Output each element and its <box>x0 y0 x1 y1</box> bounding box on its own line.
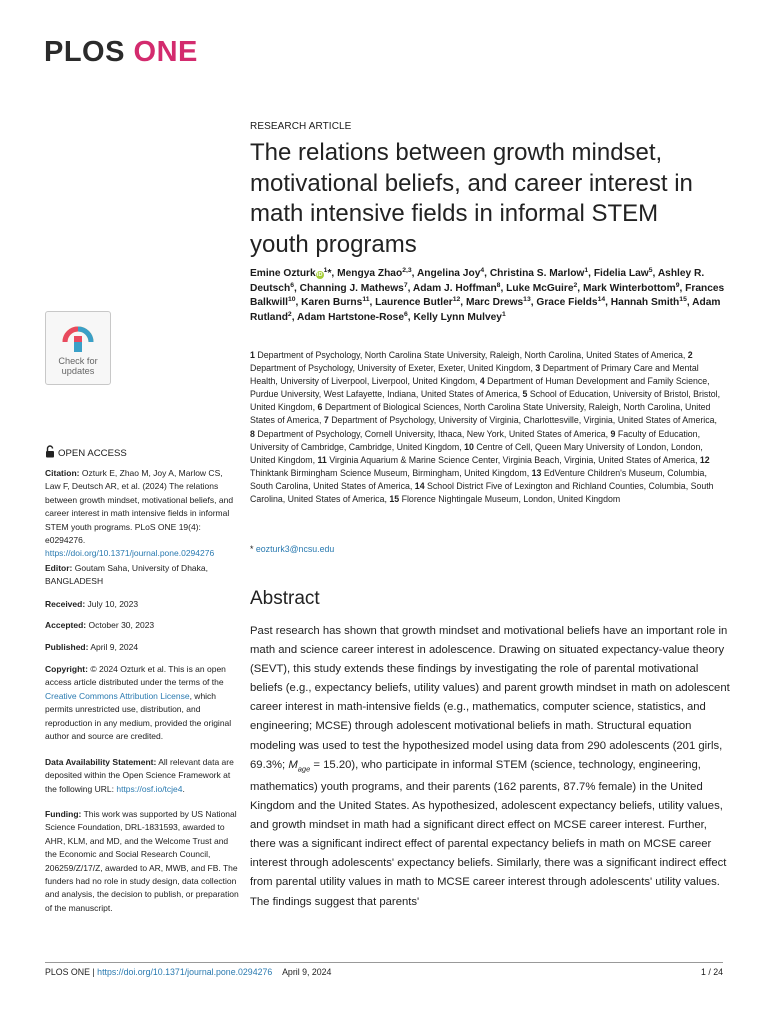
author-name: Ashley R. Deutsch <box>250 268 705 294</box>
affiliation-number: 5 <box>522 389 530 400</box>
author-affiliation-ref: 4 <box>480 267 485 274</box>
author-name: Karen Burns <box>301 297 363 309</box>
affiliation-text: EdVenture Children's Museum, Columbia, South Carolina, United States of America, <box>250 467 707 491</box>
affiliation-list <box>250 349 722 506</box>
author-name: Fidelia Law <box>593 268 649 279</box>
crossmark-icon <box>46 312 110 356</box>
affiliation-number: 10 <box>464 441 477 452</box>
author-affiliation-ref: 1 <box>323 267 328 274</box>
author-name: Adam Rutland <box>250 297 721 323</box>
affiliation-text: Florence Nightingale Museum, London, United Kingdom <box>401 494 621 505</box>
author-affiliation-ref: 6 <box>290 281 294 289</box>
funding-block: Funding: This work was supported by US National Science Foundation, DRL-1831593, awarded to AHR, KLM, and MD, and the Welcome Trust and the Economic and Social Research Council, 206259/Z/17/Z, awarded to AR, MWB, and FB. The funders had no role in study design, data collection and analysis, the decision to publish, or preparation of the manuscript. <box>45 809 239 913</box>
orcid-icon[interactable]: iD <box>316 272 323 278</box>
open-access-label: OPEN ACCESS <box>45 445 127 459</box>
author-name: Adam J. Hoffman <box>412 282 497 294</box>
affiliation-number: 3 <box>535 363 543 374</box>
author-name: Luke McGuire <box>506 282 574 294</box>
author-name: Angelina Joy <box>416 268 481 279</box>
author-affiliation-ref: 1 <box>501 310 506 318</box>
open-lock-icon <box>45 445 55 458</box>
author-list: Emine OzturkiD$^1$*, Mengya Zhao$^{2,3}$, Angelina Joy$^4$, Christina S. Marlow$^1$, Fidelia Law$^5$, Ashley R. Deutsch$^6$, Channing J. Mathews$^7$, Adam J. Hoffman$^8$, Luke McGuire$^2$, Mark Winterbottom$^9$, Frances Balkwill$^{10}$, Karen Burns$^{11}$, Laurence Butler$^{12}$, Marc Drews$^{13}$, Grace Fields$^{14}$, Hannah Smith$^{15}$, Adam Rutland$^2$, Adam Hartstone-Rose$^6$, Kelly Lynn Mulvey$^1$ <box>250 267 725 323</box>
accepted-block: Accepted: October 30, 2023 <box>45 620 155 630</box>
copyright-block: Copyright: © 2024 Ozturk et al. This is an open access article distributed under the terms of the Creative Commons Attribution License, which permits unrestricted use, distribution, and reproduction in any medium, provided the original author and source are credited. <box>45 664 232 742</box>
author-affiliation-ref: 9 <box>675 281 680 289</box>
author-name: Christina S. Marlow <box>489 268 585 279</box>
affiliation-text: Faculty of Education, University of Cambridge, Cambridge, United Kingdom, <box>250 428 701 452</box>
author-affiliation-ref: 13 <box>523 296 531 304</box>
author-name: Mark Winterbottom <box>582 282 676 294</box>
abstract-text: Past research has shown that growth mindset and motivational beliefs have an important role in math and science career interest in adolescence. Drawing on situated expectancy-value theory (SEVT), this study extends these findings by investigating the role of parental motivational beliefs (e.g., expectancy beliefs, utility values) and parent growth mindset in math on adolescent career interest in math-intensive fields (e.g., mathematics, computer science, statistics, and engineering; MCSE) through adolescent motivational beliefs in math. Structural equation modeling was used to test the hypothesized model using data from 290 adolescents (201 girls, 69.3%; $M_{age} = 15.20$), who participate in informal STEM (science, technology, engineering, mathematics) youth programs, and their parents (162 parents, 87.7% female) in the United Kingdom and the United States. As hypothesized, adolescent expectancy beliefs, utility values, and growth mindset in math had a significant direct effect on MCSE career interest. Further, there was a significant indirect effect of parental expectancy beliefs in math on MCSE career interest through adolescents' expectancy beliefs. Similarly, there was a significant indirect effect from parental utility values in math to MCSE career interest through adolescents' utility values. The findings suggest that parents' <box>250 625 730 908</box>
affiliation-text: School District Five of Lexington and Richland Counties, Columbia, South Carolina, United States of America, <box>250 480 714 505</box>
page-number: 1 / 24 <box>700 967 723 977</box>
logo-one: ONE <box>133 36 198 68</box>
affiliation-number: 12 <box>699 454 710 465</box>
email-link[interactable]: eozturk3@ncsu.edu <box>255 544 335 554</box>
author-affiliation-ref: 8 <box>496 281 501 289</box>
abstract-heading: Abstract <box>250 588 320 609</box>
affiliation-number: 8 <box>250 428 258 439</box>
author-name: Marc Drews <box>465 297 524 309</box>
article-type: RESEARCH ARTICLE <box>250 121 352 132</box>
author-affiliation-ref: 14 <box>597 296 606 304</box>
author-name: Grace Fields <box>536 297 598 309</box>
affiliation-text: Thinktank Birmingham Science Museum, Birmingham, United Kingdom, <box>250 467 532 478</box>
affiliation-number: 7 <box>323 415 332 426</box>
author-affiliation-ref: 1 <box>584 267 589 274</box>
footer-divider <box>45 962 723 963</box>
logo-plos: PLOS <box>44 36 125 68</box>
author-name: Mengya Zhao <box>337 268 403 279</box>
author-name: Laurence Butler <box>375 297 453 309</box>
affiliation-number: 15 <box>389 494 402 505</box>
journal-logo[interactable] <box>44 36 198 69</box>
author-affiliation-ref: 11 <box>362 296 370 304</box>
affiliation-text: School of Education, University of Bristol, Bristol, United Kingdom, <box>250 389 721 413</box>
author-name: Emine Ozturk <box>250 268 316 279</box>
author-affiliation-ref: 2 <box>287 310 292 318</box>
affiliation-text: Department of Psychology, University of Exeter, Exeter, United Kingdom, <box>250 363 536 374</box>
osf-link[interactable]: https://osf.io/tcje4 <box>116 783 183 794</box>
affiliation-text: Department of Primary Care and Mental Health, University of Liverpool, Liverpool, United Kingdom, <box>250 363 699 387</box>
author-name: Adam Hartstone-Rose <box>297 311 404 323</box>
received-block: Received: July 10, 2023 <box>45 599 139 609</box>
author-name: Channing J. Mathews <box>299 282 404 294</box>
author-affiliation-ref: 10 <box>287 296 296 304</box>
affiliation-number: 4 <box>479 376 488 387</box>
affiliation-text: Centre of Cell, Queen Mary University of London, London, United Kingdom, <box>250 441 703 465</box>
license-link[interactable]: Creative Commons Attribution License <box>45 690 190 701</box>
affiliation-number: 6 <box>317 402 325 413</box>
author-affiliation-ref: 2 <box>573 281 578 289</box>
affiliation-text: Department of Psychology, Cornell University, Ithaca, New York, United States of America, <box>257 428 611 439</box>
article-title: The relations between growth mindset, motivational beliefs, and career interest in math intensive fields in informal STEM youth programs <box>250 139 693 258</box>
affiliation-text: Virginia Aquarium & Marine Science Center, Virginia Beach, Virginia, United States of America, <box>329 454 700 465</box>
affiliation-number: 11 <box>317 454 330 465</box>
affiliation-number: 9 <box>610 428 618 439</box>
author-name: Hannah Smith <box>610 297 680 309</box>
badge-label: Check for updates <box>58 356 98 376</box>
citation-doi-link[interactable]: https://doi.org/10.1371/journal.pone.0294276 <box>45 548 215 559</box>
affiliation-number: 14 <box>414 480 428 491</box>
author-affiliation-ref: 15 <box>679 296 687 304</box>
affiliation-text: Department of Psychology, University of Virginia, Charlottesville, Virginia, United States of America, <box>331 415 717 426</box>
affiliation-number: 1 <box>250 350 258 360</box>
correspondence: * eozturk3@ncsu.edu <box>250 544 335 554</box>
author-affiliation-ref: 2,3 <box>402 267 412 274</box>
data-availability-block: Data Availability Statement: All relevant data are deposited within the Open Science Framework at the following URL: https://osf.io/tcje4. <box>45 757 234 794</box>
affiliation-number: 13 <box>531 467 544 478</box>
author-affiliation-ref: 7 <box>403 281 408 289</box>
author-affiliation-ref: 5 <box>648 267 653 274</box>
author-affiliation-ref: 6 <box>404 310 408 318</box>
published-block: Published: April 9, 2024 <box>45 642 139 652</box>
footer: PLOS ONE | https://doi.org/10.1371/journal.pone.0294276 April 9, 2024 <box>45 967 332 977</box>
check-for-updates-badge[interactable] <box>45 311 111 385</box>
affiliation-text: Department of Human Development and Family Science, Purdue University, West Lafayette, Indiana, United States of America, <box>250 376 710 400</box>
affiliation-text: Department of Psychology, North Carolina State University, Raleigh, North Carolina, United States of America, <box>257 350 688 360</box>
citation-block: Citation: Ozturk E, Zhao M, Joy A, Marlow CS, Law F, Deutsch AR, et al. (2024) The relations between growth mindset, motivational beliefs, and career interest in math intensive fields in informal STEM youth programs. PLoS ONE 19(4): e0294276. https://doi.org/10.1371/journal.pone.0294276 <box>45 468 234 559</box>
affiliation-text: Department of Biological Sciences, North Carolina State University, Raleigh, North Carolina, United States of America, <box>250 402 711 426</box>
footer-doi-link[interactable]: https://doi.org/10.1371/journal.pone.0294276 <box>97 967 273 977</box>
author-affiliation-ref: 12 <box>452 296 461 304</box>
affiliation-number: 2 <box>687 350 693 360</box>
author-name: Kelly Lynn Mulvey <box>413 311 502 323</box>
editor-block: Editor: Goutam Saha, University of Dhaka, BANGLADESH <box>45 563 208 587</box>
author-name: Frances Balkwill <box>250 282 725 309</box>
